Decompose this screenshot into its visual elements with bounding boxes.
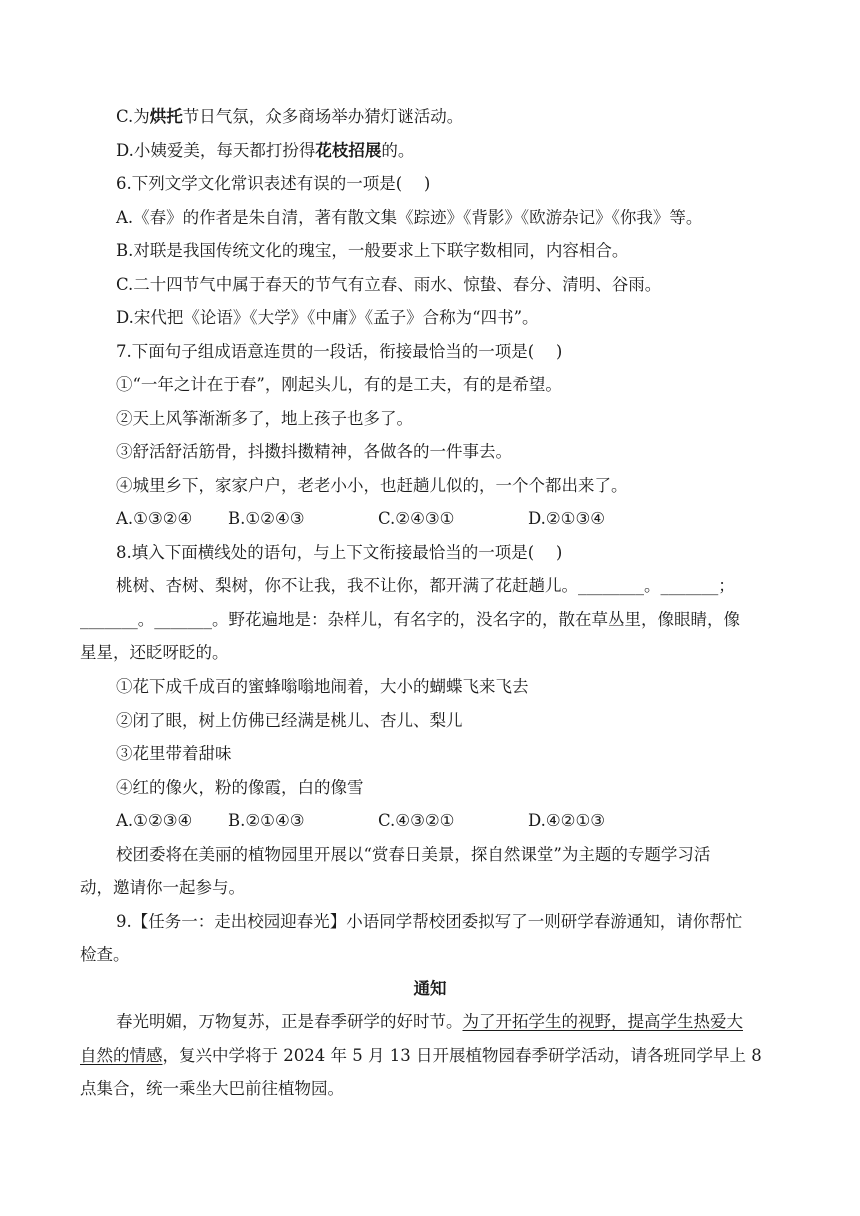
notice-line-1 <box>116 1011 816 1033</box>
q5-option-c <box>116 106 816 128</box>
q7-stem: 7.下面句子组成语意连贯的一段话，衔接最恰当的一项是( ) <box>116 342 563 361</box>
q8-option-d: D.④②①③ <box>528 811 606 830</box>
q5-c-prefix: C.为 <box>116 107 150 126</box>
q8-option-a: A.①②③④ <box>116 811 193 830</box>
q7-options <box>116 508 816 530</box>
notice-title: 通知 <box>413 979 447 998</box>
q8-sentence-2: ②闭了眼，树上仿佛已经满是桃儿、杏儿、梨儿 <box>116 711 463 730</box>
q8-option-b: B.②①④③ <box>228 811 305 830</box>
notice-line-1-text: 春光明媚，万物复苏，正是春季研学的好时节。 <box>116 1012 463 1031</box>
q7-sentence-2: ②天上风筝渐渐多了，地上孩子也多了。 <box>116 409 413 428</box>
notice-line-3: 点集合，统一乘坐大巴前往植物园。 <box>80 1079 344 1098</box>
q7-sentence-4: ④城里乡下，家家户户，老老小小，也赶趟儿似的，一个个都出来了。 <box>116 476 628 495</box>
notice-underlined-phrase-1: 为了开拓学生的视野，提高学生热爱大 <box>462 1012 743 1031</box>
q5-d-prefix: D.小姨爱美，每天都打扮得 <box>116 141 316 160</box>
activity-intro-line-2: 动，邀请你一起参与。 <box>80 878 245 897</box>
q7-sentence-1: ①“一年之计在于春”，刚起头儿，有的是工夫，有的是希望。 <box>116 375 562 394</box>
q5-d-suffix: 的。 <box>381 141 415 160</box>
q8-passage-line-1: 桃树、杏树、梨树，你不让我，我不让你，都开满了花赶趟儿。________。_______； <box>116 576 735 595</box>
q6-option-a: A.《春》的作者是朱自清，著有散文集《踪迹》《背影》《欧游杂记》《你我》等。 <box>116 208 703 227</box>
q9-stem-line-1: 9.【任务一：走出校园迎春光】小语同学帮校团委拟写了一则研学春游通知，请你帮忙 <box>116 912 743 931</box>
q8-passage-line-2: _______。_______。野花遍地是：杂样儿，有名字的，没名字的，散在草丛里，像眼睛，像 <box>80 610 740 629</box>
q7-option-b: B.①②④③ <box>228 509 305 528</box>
q5-option-d <box>116 140 816 162</box>
q6-option-c: C.二十四节气中属于春天的节气有立春、雨水、惊蛰、春分、清明、谷雨。 <box>116 275 662 294</box>
q6-stem: 6.下列文学文化常识表述有误的一项是( ) <box>116 174 431 193</box>
q5-c-suffix: 节日气氛，众多商场举办猜灯谜活动。 <box>182 107 464 126</box>
q7-sentence-3: ③舒活舒活筋骨，抖擞抖擞精神，各做各的一件事去。 <box>116 442 512 461</box>
q8-passage-line-3: 星星，还眨呀眨的。 <box>80 643 229 662</box>
q8-sentence-4: ④红的像火，粉的像霞，白的像雪 <box>116 778 364 797</box>
q8-sentence-3: ③花里带着甜味 <box>116 744 232 763</box>
q8-option-c: C.④③②① <box>378 811 455 830</box>
q5-d-bold-word: 花枝招展 <box>315 141 382 160</box>
notice-line-2 <box>80 1045 780 1067</box>
activity-intro-line-1: 校团委将在美丽的植物园里开展以“赏春日美景，探自然课堂”为主题的专题学习活 <box>116 845 711 864</box>
notice-line-2-text: ，复兴中学将于 2024 年 5 月 13 日开展植物园春季研学活动，请各班同学早上 8 <box>162 1046 762 1065</box>
q7-option-a: A.①③②④ <box>116 509 193 528</box>
q6-option-d: D.宋代把《论语》《大学》《中庸》《孟子》合称为“四书”。 <box>116 308 539 327</box>
q6-option-b: B.对联是我国传统文化的瑰宝，一般要求上下联字数相同，内容相合。 <box>116 241 629 260</box>
q8-options <box>116 810 816 832</box>
notice-underlined-phrase-2: 自然的情感 <box>80 1046 163 1065</box>
q8-sentence-1: ①花下成千成百的蜜蜂嗡嗡地闹着，大小的蝴蝶飞来飞去 <box>116 677 529 696</box>
q5-c-bold-word: 烘托 <box>149 107 183 126</box>
q8-stem: 8.填入下面横线处的语句，与上下文衔接最恰当的一项是( ) <box>116 543 563 562</box>
q9-stem-line-2: 检查。 <box>80 945 130 964</box>
q7-option-c: C.②④③① <box>378 509 455 528</box>
q7-option-d: D.②①③④ <box>528 509 606 528</box>
